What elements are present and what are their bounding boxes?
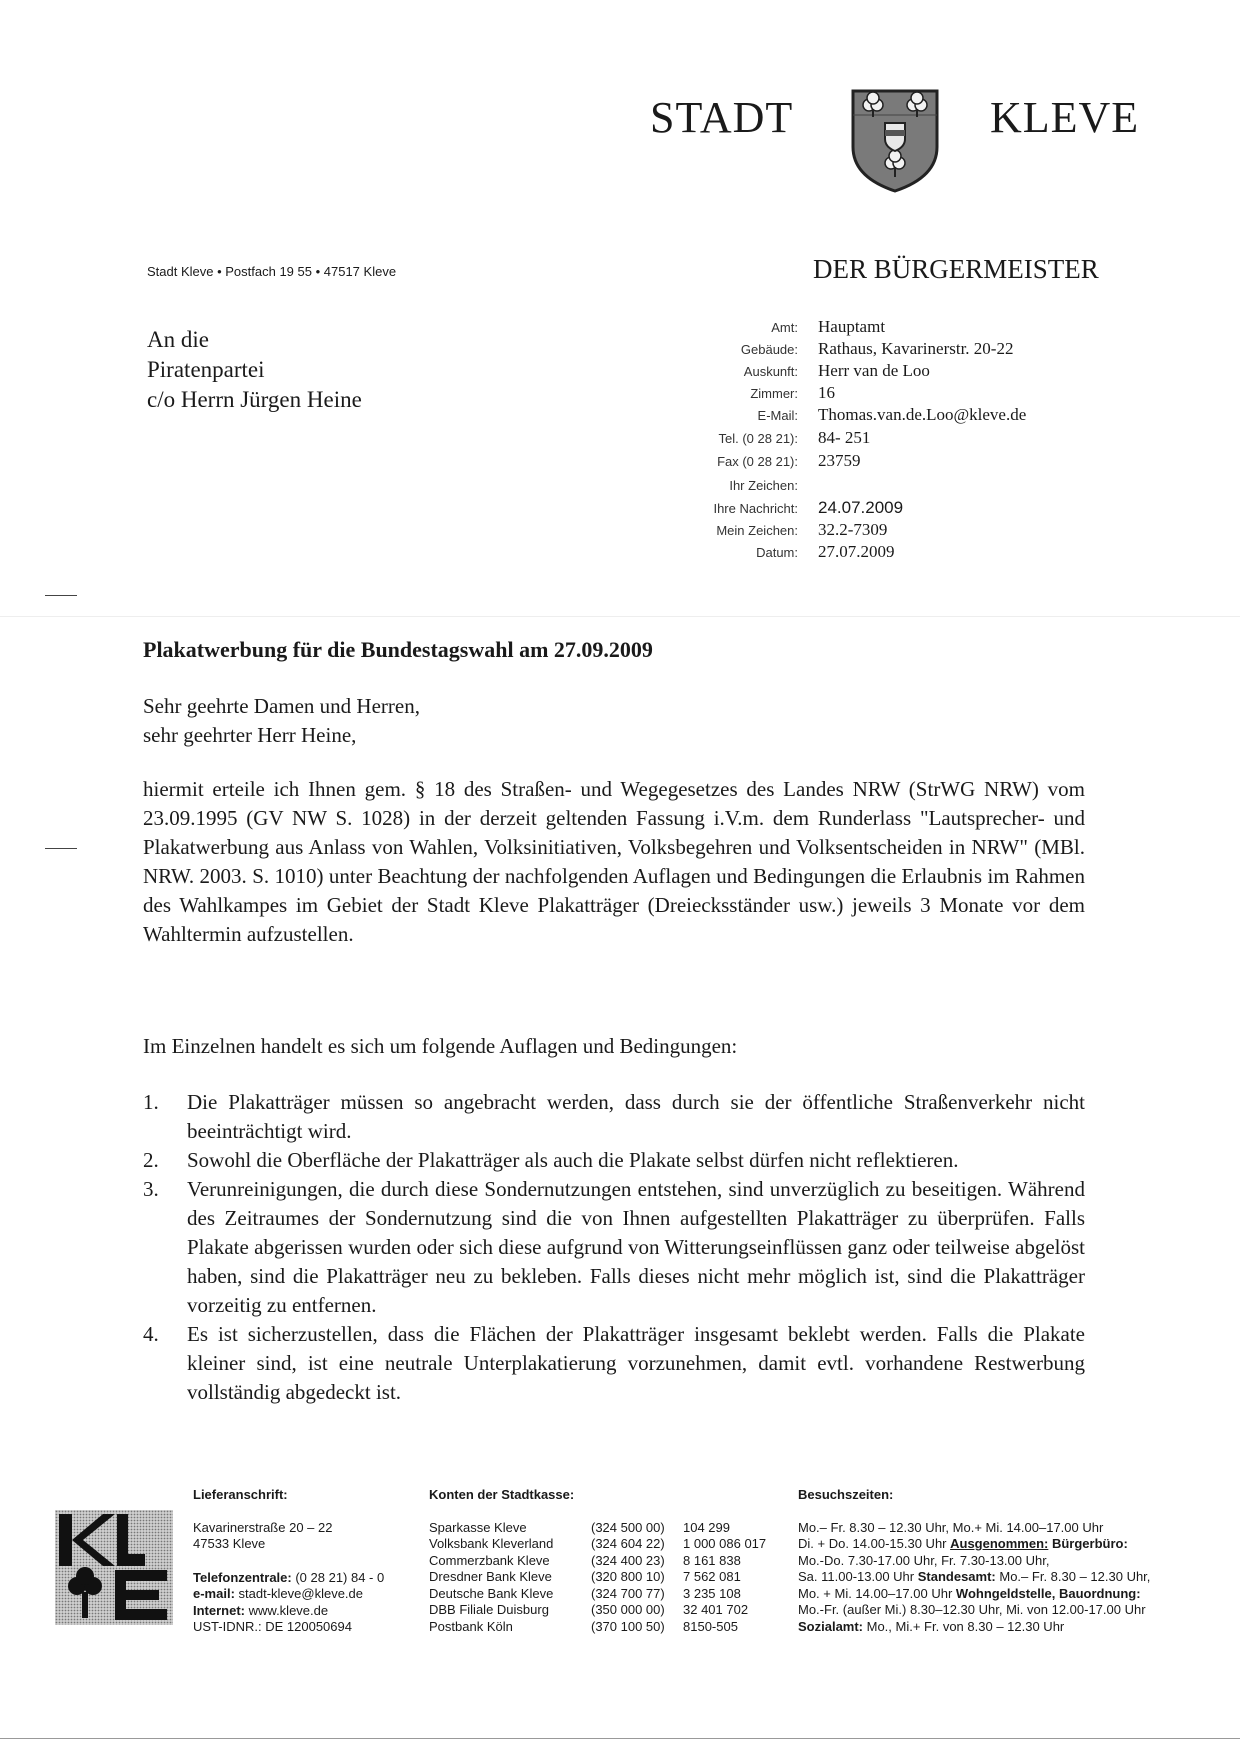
bank-code: (324 700 77): [591, 1585, 665, 1601]
footer-internet-label: Internet:: [193, 1602, 245, 1618]
hours-line: [798, 1536, 1150, 1553]
scan-line: [0, 616, 1240, 617]
info-value: Hauptamt: [818, 317, 886, 336]
bank-name: Sparkasse Kleve: [429, 1519, 527, 1535]
condition-text: Die Plakatträger müssen so angebracht werden, dass durch sie der öffentliche Straßenverkehr nicht beeinträchtigt wird.: [187, 1090, 1085, 1143]
footer-street: Kavarinerstraße 20 – 22: [193, 1519, 333, 1535]
bank-account: 32 401 702: [683, 1602, 749, 1617]
hours-text: Mo. + Mi. 14.00–17.00 Uhr: [798, 1585, 956, 1601]
bank-account: 7 562 081: [683, 1569, 741, 1584]
letterhead-city-word-right: KLEVE: [990, 93, 1140, 142]
condition-text: Sowohl die Oberfläche der Plakatträger als auch die Plakate selbst dürfen nicht reflektieren.: [187, 1148, 959, 1172]
condition-item: [143, 1175, 1085, 1320]
info-label: Zimmer:: [750, 386, 798, 401]
recipient-address: [147, 325, 362, 415]
salutation-line: sehr geehrter Herr Heine,: [143, 723, 357, 747]
condition-text: Es ist sicherzustellen, dass die Flächen der Plakatträger insgesamt beklebt werden. Falls die Plakate kleiner sind, ist eine neutrale Unterplakatierung vorzunehmen, damit evtl. vorhandene Restwerbung vollständig abgedeckt ist.: [187, 1322, 1085, 1404]
footer-delivery-address: [193, 1487, 384, 1636]
bank-name: Commerzbank Kleve: [429, 1552, 550, 1568]
bank-row: [429, 1602, 766, 1619]
bank-row: [429, 1619, 766, 1636]
bank-account: 8 161 838: [683, 1552, 741, 1568]
bank-name: Postbank Köln: [429, 1618, 513, 1634]
footer-city: 47533 Kleve: [193, 1536, 266, 1551]
hours-line: Mo.-Do. 7.30-17.00 Uhr, Fr. 7.30-13.00 Uhr,: [798, 1552, 1050, 1568]
bank-name: DBB Filiale Duisburg: [429, 1602, 549, 1617]
info-value: Herr van de Loo: [818, 361, 930, 380]
hours-text: Sa. 11.00-13.00 Uhr: [798, 1569, 918, 1584]
bank-name: Volksbank Kleverland: [429, 1536, 554, 1551]
hours-text: Mo., Mi.+ Fr. von 8.30 – 12.30 Uhr: [863, 1618, 1065, 1634]
info-label: Amt:: [771, 320, 798, 335]
hours-line: Mo.-Fr. (außer Mi.) 8.30–12.30 Uhr, Mi. von 12.00-17.00 Uhr: [798, 1602, 1146, 1617]
fold-mark: [45, 595, 77, 596]
condition-text: Verunreinigungen, die durch diese Sondernutzungen entstehen, sind unverzüglich zu beseitigen. Während des Zeitraumes der Sondernutzung sind die von Ihnen aufgestellten Plakatträger zu überprüfen. Falls Plakate abgerissen wurden oder sich diese aufgrund von Witterungseinflüssen ganz oder teilweise abgelöst haben, sind die Plakatträger neu zu bekleben. Falls dieses nicht mehr möglich ist, sind die Plakatträger vorzeitig zu entfernen.: [187, 1177, 1085, 1317]
office-title: DER BÜRGERMEISTER: [813, 254, 1099, 284]
hours-text: Mo.– Fr. 8.30 – 12.30 Uhr,: [995, 1569, 1151, 1584]
bank-code: (320 800 10): [591, 1569, 665, 1584]
bank-account: 1 000 086 017: [683, 1536, 767, 1551]
body-paragraph: hiermit erteile ich Ihnen gem. § 18 des Straßen- und Wegegesetzes des Landes NRW (StrWG NRW) vom 23.09.1995 (GV NW S. 1028) in der derzeit geltenden Fassung i.V.m. dem Runderlass "Lautsprecher- und Plakatwerbung aus Anlass von Wahlen, Volksinitiativen, Volksbegehren und Volksentscheiden in NRW" (MBl. NRW. 2003. S. 1010) unter Beachtung der nachfolgenden Auflagen und Bedingungen die Erlaubnis im Rahmen des Wahlkampes im Gebiet der Stadt Kleve Plakatträger (Dreiecksständer usw.) jeweils 3 Monate vor dem Wahltermin aufzustellen.: [143, 777, 1085, 946]
bank-row: [429, 1569, 766, 1586]
info-value: Rathaus, Kavarinerstr. 20-22: [818, 339, 1014, 358]
salutation: [143, 692, 420, 750]
bank-row: [429, 1536, 766, 1553]
footer-bank-accounts: [429, 1487, 766, 1635]
bank-code: (370 100 50): [591, 1618, 665, 1634]
bank-table: [429, 1520, 766, 1636]
footer-taxid: UST-IDNR.: DE 120050694: [193, 1619, 352, 1634]
info-label: Auskunft:: [743, 364, 798, 379]
condition-item: [143, 1146, 1085, 1175]
hours-emphasis: Ausgenommen:: [950, 1536, 1049, 1551]
condition-number: 2.: [143, 1148, 159, 1172]
hours-line: Mo.– Fr. 8.30 – 12.30 Uhr, Mo.+ Mi. 14.00–17.00 Uhr: [798, 1519, 1104, 1535]
bank-account: 8150-505: [683, 1618, 738, 1634]
bank-code: (324 604 22): [591, 1536, 665, 1551]
footer-phone-label: Telefonzentrale:: [193, 1569, 292, 1585]
bank-row: [429, 1520, 766, 1537]
info-label: Ihre Nachricht:: [713, 501, 798, 516]
hours-department: Bürgerbüro:: [1048, 1536, 1128, 1551]
footer-email-label: e-mail:: [193, 1586, 235, 1601]
hours-department: Wohngeldstelle, Bauordnung:: [955, 1585, 1141, 1601]
info-label: Tel. (0 28 21):: [718, 431, 798, 446]
condition-number: 3.: [143, 1177, 159, 1201]
footer-internet-value[interactable]: www.kleve.de: [248, 1602, 329, 1618]
info-label: Ihr Zeichen:: [729, 478, 798, 493]
recipient-line: Piratenpartei: [147, 357, 265, 382]
bank-row: [429, 1586, 766, 1603]
info-value: 16: [818, 383, 835, 402]
bank-code: (350 000 00): [591, 1602, 665, 1617]
footer-heading: Besuchszeiten:: [798, 1487, 894, 1502]
hours-line: [798, 1586, 1150, 1603]
hours-department: Sozialamt:: [798, 1618, 864, 1634]
condition-item: [143, 1088, 1085, 1146]
footer-phone: [193, 1570, 384, 1587]
info-label: Mein Zeichen:: [716, 523, 798, 538]
condition-item: [143, 1320, 1085, 1407]
info-label: Fax (0 28 21):: [717, 454, 798, 469]
footer-phone-value: (0 28 21) 84 - 0: [295, 1569, 385, 1585]
footer-opening-hours: [798, 1487, 1150, 1635]
fold-mark: [45, 848, 77, 849]
info-value: Thomas.van.de.Loo@kleve.de: [818, 405, 1027, 424]
info-value: 27.07.2009: [818, 542, 895, 561]
footer-internet: [193, 1603, 384, 1620]
recipient-line: c/o Herrn Jürgen Heine: [147, 387, 362, 412]
recipient-line: An die: [147, 327, 209, 352]
coat-of-arms-icon: [845, 85, 945, 195]
info-label: E-Mail:: [757, 408, 798, 423]
bank-name: Dresdner Bank Kleve: [429, 1569, 552, 1584]
letter-subject: Plakatwerbung für die Bundestagswahl am 27.09.2009: [143, 637, 653, 662]
hours-line: [798, 1569, 1150, 1586]
conditions-intro: Im Einzelnen handelt es sich um folgende Auflagen und Bedingungen:: [143, 1034, 738, 1058]
hours-line: [798, 1619, 1150, 1636]
salutation-line: Sehr geehrte Damen und Herren,: [143, 694, 420, 718]
sender-return-address: Stadt Kleve • Postfach 19 55 • 47517 Kleve: [147, 264, 397, 279]
info-value: 23759: [818, 451, 861, 470]
hours-department: Standesamt:: [917, 1569, 996, 1584]
info-value: 32.2-7309: [818, 520, 888, 539]
bank-code: (324 500 00): [591, 1519, 665, 1535]
info-label: Datum:: [756, 545, 798, 560]
bank-code: (324 400 23): [591, 1552, 665, 1568]
letterhead-city-word-left: STADT: [650, 93, 794, 142]
bank-account: 104 299: [683, 1519, 730, 1535]
page-bottom-edge: [0, 1738, 1240, 1739]
footer-email: [193, 1586, 384, 1603]
conditions-list: [143, 1088, 1085, 1407]
condition-number: 1.: [143, 1090, 159, 1114]
bank-account: 3 235 108: [683, 1585, 741, 1601]
bank-row: [429, 1553, 766, 1570]
info-value: 84- 251: [818, 428, 871, 447]
info-value: 24.07.2009: [818, 498, 904, 517]
city-logo-icon: [55, 1510, 173, 1625]
footer-heading: Konten der Stadtkasse:: [429, 1487, 575, 1502]
footer-email-value[interactable]: stadt-kleve@kleve.de: [238, 1586, 364, 1601]
info-label: Gebäude:: [740, 342, 798, 357]
footer-heading: Lieferanschrift:: [193, 1487, 288, 1502]
bank-name: Deutsche Bank Kleve: [429, 1585, 554, 1601]
condition-number: 4.: [143, 1322, 159, 1346]
hours-text: Di. + Do. 14.00-15.30 Uhr: [798, 1536, 951, 1551]
